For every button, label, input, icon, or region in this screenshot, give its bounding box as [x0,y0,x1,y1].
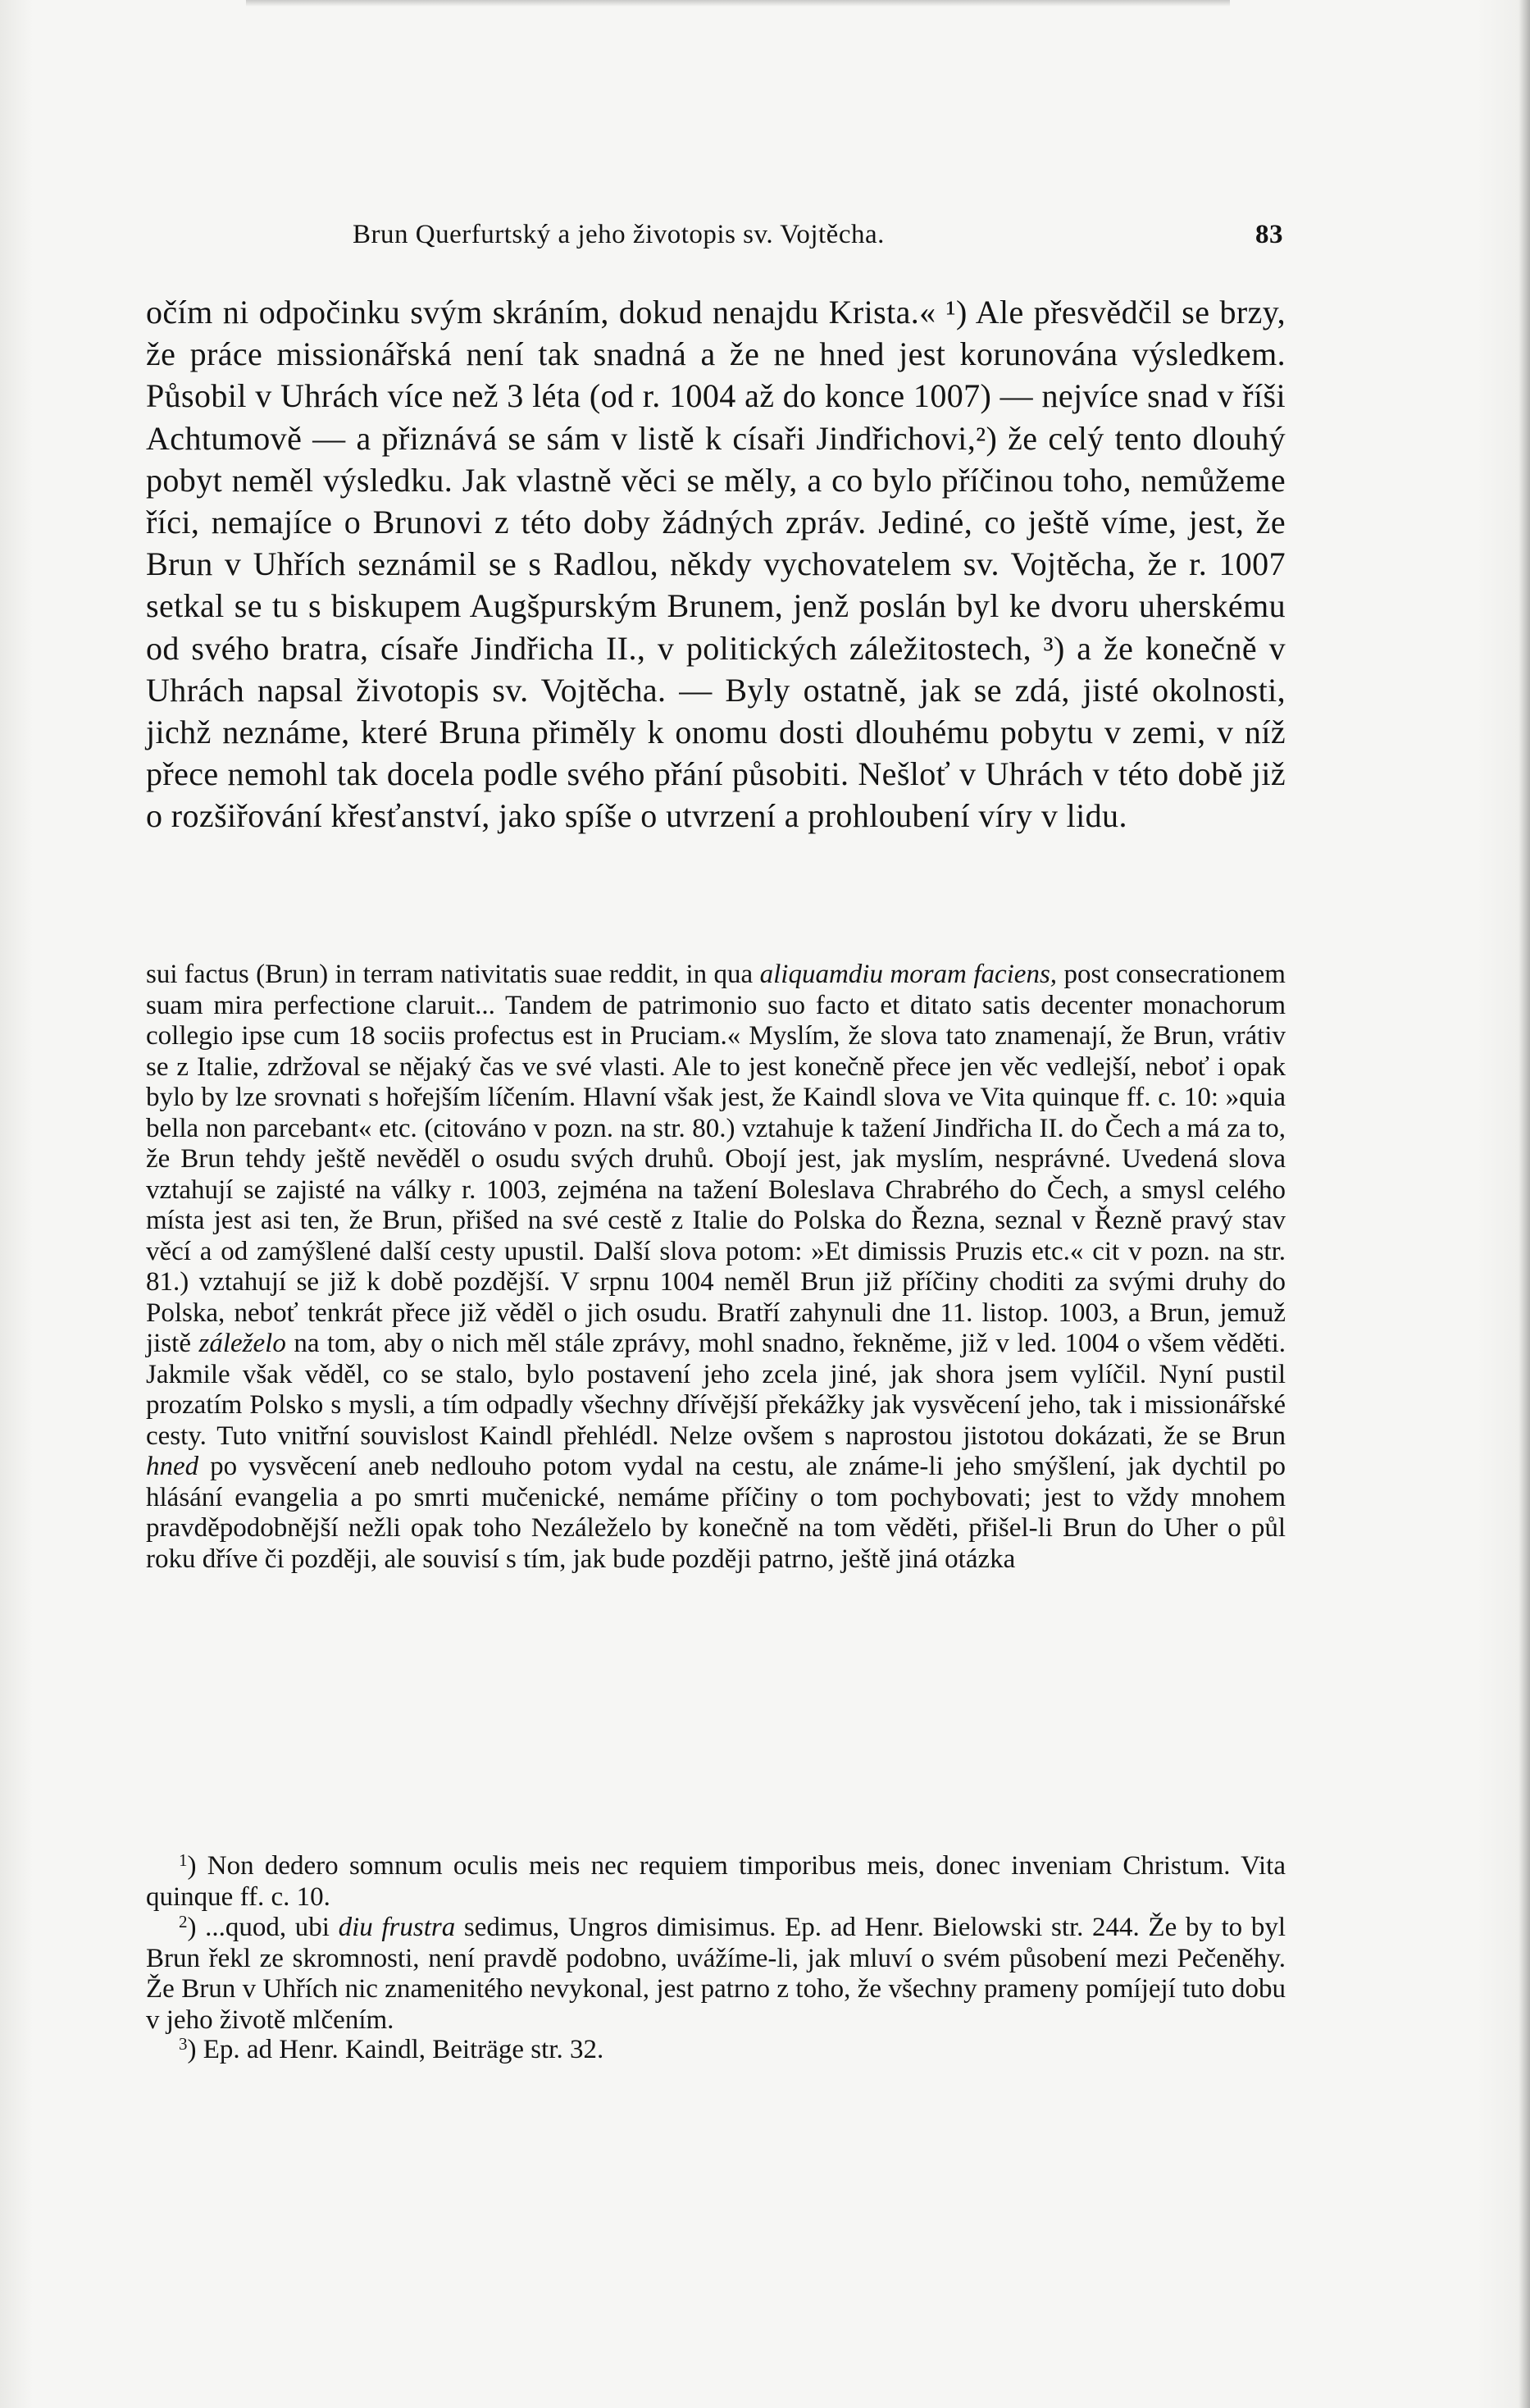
footnote-text [146,1845,1286,1913]
footnote-text [146,2029,1286,2066]
footnote-2 [146,1907,1286,2036]
text-segment: na tom, aby o nich měl stále zprávy, mohl snadno, řekněme, již v led. 1004 o všem věděti. Jakmile však věděl, co se stalo, bylo postavení jeho zcela jiné, jak shora jsem vylíčil. Nyní pustil prozatím Polsko s mysli, a tím odpadly všechny dřívější překážky jak vysvěcení jeho, tak i missionářské cesty. Tuto vnitřní souvislost Kaindl přehlédl. Nelze ovšem s naprostou jistotou dokázati, že se Brun [146,1329,1286,1451]
footnote-continuation-text [146,960,1286,1575]
italic-segment: aliquamdiu moram faciens, [759,960,1058,989]
text-segment: ) Non dedero somnum oculis meis nec requiem timporibus meis, donec inveniam Christum. Vita quinque ff. c. 10. [146,1851,1286,1912]
text-segment: sui factus (Brun) in terram nativitatis suae reddit, in qua [146,960,760,989]
text-segment: po vysvěcení aneb nedlouho potom vydal na cestu, ale známe-li jeho smýšlení, jak dychtil po hlásání evangelia a po smrti mučenické, nemáme příčiny o tom pochybovati; jest to vždy mnohem pravděpodobnější nežli opak toho Nezáleželo by konečně na tom věděti, přišel-li Brun do Uher o půl roku dříve či později, ale souvisí s tím, jak bude později patrno, ještě jiná otázka [146,1452,1286,1574]
footnote-mark: 1 [179,1850,188,1870]
footnote-3 [146,2029,1286,2066]
footnote-continuation [146,960,1286,1575]
main-text [146,291,1286,837]
text-segment: ) Ep. ad Henr. Kaindl, Beiträge str. 32. [187,2035,604,2064]
scan-smudge [246,0,1230,7]
italic-segment: hned [146,1452,199,1481]
page-number: 83 [1255,220,1283,249]
footnote-1 [146,1845,1286,1913]
scan-edge-shadow [1519,0,1530,2408]
italic-segment: diu frustra [338,1913,456,1942]
footnote-mark: 3 [179,2034,188,2054]
italic-segment: záleželo [198,1329,286,1358]
running-title: Brun Querfurtský a jeho životopis sv. Vojtěcha. [353,220,885,249]
main-paragraph: očím ni odpočinku svým skráním, dokud nenajdu Krista.« ¹) Ale přesvědčil se brzy, že práce missionářská není tak snadná a že ne hned jest korunována výsledkem. Působil v Uhrách více než 3 léta (od r. 1004 až do konce 1007) — nejvíce snad v říši Achtumově — a přiznává se sám v listě k císaři Jindřichovi,²) že celý tento dlouhý pobyt neměl výsledku. Jak vlastně věci se měly, a co bylo příčinou toho, nemůžeme říci, nemajíce o Brunovi z této doby žádných zpráv. Jediné, co ještě víme, jest, že Brun v Uhřích seznámil se s Radlou, někdy vychovatelem sv. Vojtěcha, že r. 1007 setkal se tu s biskupem Augšpurským Brunem, jenž poslán byl ke dvoru uherskému od svého bratra, císaře Jindřicha II., v politických záležitostech, ³) a že konečně v Uhrách napsal životopis sv. Vojtěcha. — Byly ostatně, jak se zdá, jisté okolnosti, jichž neznáme, které Bruna přiměly k onomu dosti dlouhému pobytu v zemi, v níž přece nemohl tak docela podle svého přání působiti. Nešloť v Uhrách v této době již o rozšiřování křesťanství, jako spíše o utvrzení a prohloubení víry v lidu. [146,294,1286,835]
text-segment: ) ...quod, ubi [187,1913,339,1942]
text-segment: post consecrationem suam mira perfectione claruit... Tandem de patrimonio suo facto et ditato satis decenter monachorum collegio ipse cum 18 sociis profectus est in Pruciam.« Myslím, že slova tato znamenají, že Brun, vrátiv se z Italie, zdržoval se nějaký čas ve své vlasti. Ale to jest konečně přece jen věc vedlejší, neboť i opak bylo by lze srovnati s hořejším líčením. Hlavní však jest, že Kaindl slova ve Vita quinque ff. c. 10: »quia bella non parcebant« etc. (citováno v pozn. na str. 80.) vztahuje k tažení Jindřicha II. do Čech a má za to, že Brun tehdy ještě nevěděl o osudu svých druhů. Obojí jest, jak myslím, nesprávné. Uvedená slova vztahují se zajisté na války r. 1003, zejména na tažení Boleslava Chrabrého do Čech, a smysl celého místa jest asi ten, že Brun, přišed na své cestě z Italie do Polska do Řezna, seznal v Řezně pravý stav věcí a od zamýšlené další cesty upustil. Další slova potom: »Et dimissis Pruzis etc.« cit v pozn. na str. 81.) vztahují se již k době pozdější. V srpnu 1004 neměl Brun již příčiny choditi za svými druhy do Polska, neboť tenkrát přece již věděl o jich osudu. Bratří zahynuli dne 11. listop. 1003, a Brun, jemuž jistě [146,960,1286,1358]
text-segment: sedimus, Ungros dimisimus. Ep. ad Henr. Bielowski str. 244. Že by to byl Brun řekl ze skromnosti, není pravdě podobno, uvážíme-li, jak mluví o svém působení mezi Pečeněhy. Že Brun v Uhřích nic znamenitého nevykonal, jest patrno z toho, že všechny prameny pomíjejí tuto dobu v jeho životě mlčením. [146,1913,1286,2035]
footnote-mark: 2 [179,1912,188,1931]
footnote-text [146,1907,1286,2036]
